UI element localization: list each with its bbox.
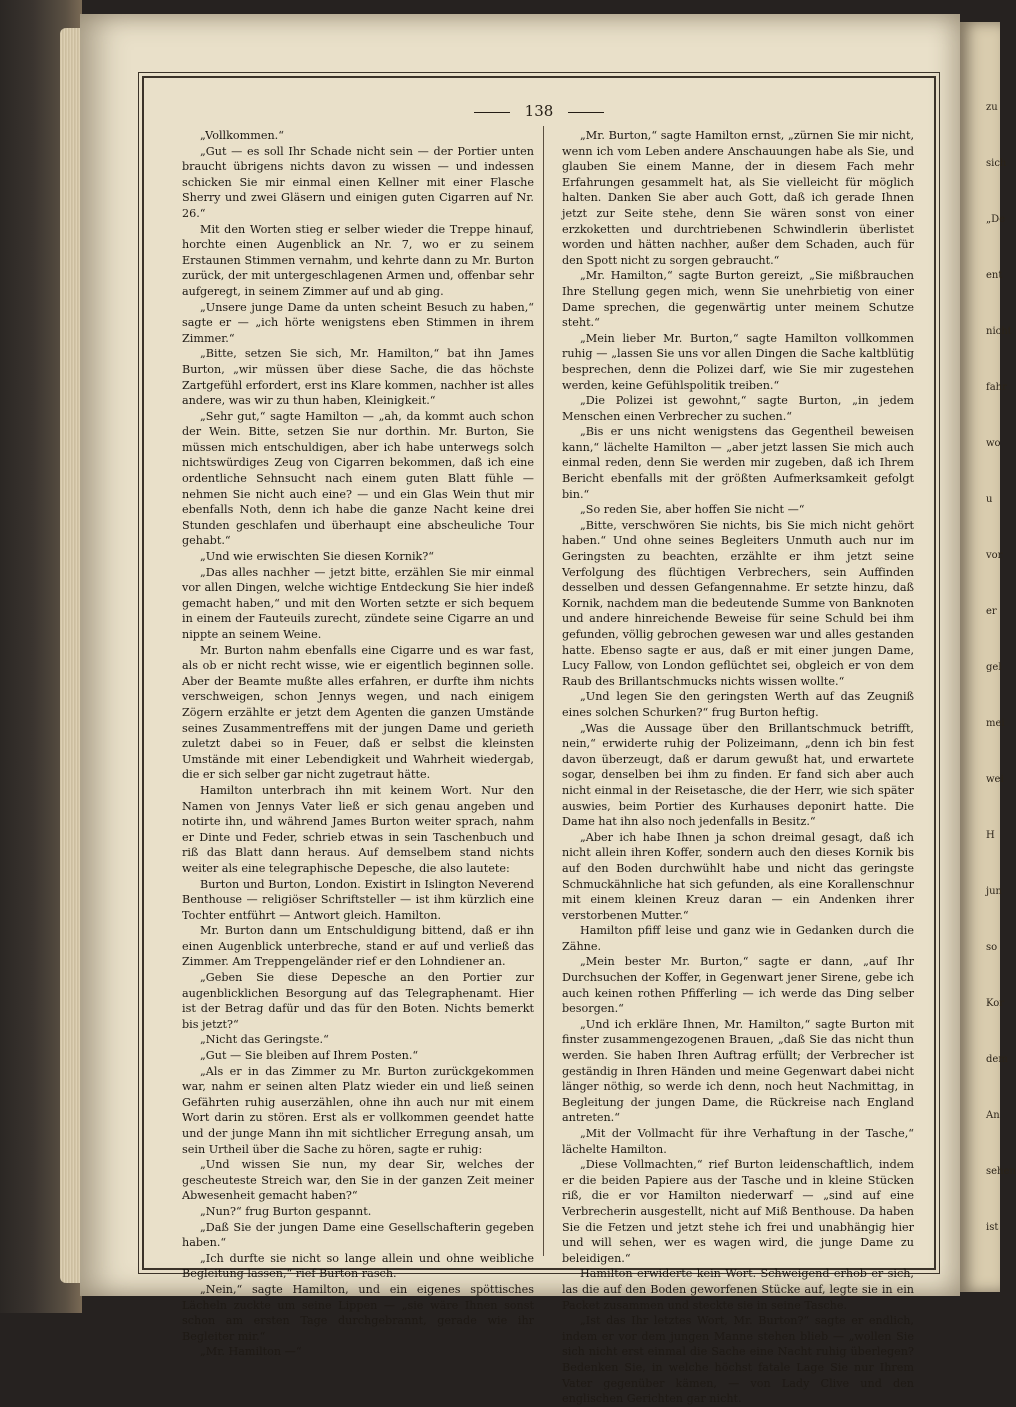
header-rule-right (568, 112, 604, 113)
paragraph: „Als er in das Zimmer zu Mr. Burton zurückgekommen war, nahm er seinen alten Platz wieder ein und ließ seinen Gefährten ruhig auserzählen, ohne ihn auch nur mit einem Wort darin zu stören. Erst als er vollkommen geendet hatte und der junge Mann ihn mit sichtlicher Erregung ansah, um sein Urtheil über die Sache zu hören, sagte er ruhig: (182, 1064, 534, 1156)
paragraph: „Gut — es soll Ihr Schade nicht sein — der Portier unten braucht übrigens nichts davon zu wissen — und indessen schicken Sie mir einmal einen Kellner mit einer Flasche Sherry und zwei Gläsern und einigen guten Cigarren auf Nr. 26.“ (182, 144, 534, 220)
paragraph: „Nicht das Geringste.“ (200, 1033, 329, 1047)
next-page-text-fragment: „De (986, 214, 1006, 225)
next-page-text-fragment: Kor (986, 998, 1005, 1009)
paragraph: „Geben Sie diese Depesche an den Portier zur augenblicklichen Besorgung auf das Telegraphenamt. Hier ist der Betrag dafür und das für den Boten. Nichts bemerkt bis jetzt?“ (182, 971, 534, 1031)
paragraph: „Unsere junge Dame da unten scheint Besuch zu haben,“ sagte er — „ich hörte wenigstens eben Stimmen in ihrem Zimmer.“ (182, 300, 534, 345)
paragraph: Burton und Burton, London. Existirt in Islington Neverend Benthouse — religiöser Schriftsteller — ist ihm kürzlich eine Tochter entführt — Antwort gleich. Hamilton. (182, 877, 534, 922)
next-page-text-fragment: so (986, 942, 998, 953)
paragraph: „Bis er uns nicht wenigstens das Gegentheil beweisen kann,“ lächelte Hamilton — „aber jetzt lassen Sie mich auch einmal reden, denn Sie werden mir zugeben, daß ich Ihrem Bericht ebenfalls mit der größten Aufmerksamkeit gefolgt bin.“ (562, 425, 914, 501)
paragraph: „Vollkommen.“ (200, 129, 284, 142)
paragraph: „Mr. Hamilton,“ sagte Burton gereizt, „Sie mißbrauchen Ihre Stellung gegen mich, wenn Sie unehrbietig von einer Dame sprechen, die gegenwärtig unter meinem Schutze steht.“ (562, 269, 914, 330)
paragraph: Hamilton pfiff leise und ganz wie in Gedanken durch die Zähne. (562, 924, 914, 953)
column-divider (543, 126, 544, 1256)
next-page-text-fragment: er (986, 606, 997, 617)
paragraph: „Diese Vollmachten,“ rief Burton leidenschaftlich, indem er die beiden Papiere aus der Tasche und in kleine Stücken riß, die er vor Hamilton niederwarf — „sind auf eine Verbrecherin ausgestellt, nicht auf Miß Benthouse. Da haben Sie die Fetzen und jetzt stehe ich frei und unabhängig hier und will sehen, wer es wagen wird, die junge Dame zu beleidigen.“ (562, 1158, 914, 1265)
next-page-text-fragment: wo (986, 438, 1001, 449)
next-page-edge (960, 22, 1016, 1292)
page-number: 138 (524, 102, 554, 120)
next-page-text-fragment: gel (986, 662, 1002, 673)
next-page-text-fragment: mei (986, 718, 1005, 729)
paragraph: „Bitte, setzen Sie sich, Mr. Hamilton,“ bat ihn James Burton, „wir müssen über diese Sache, die das höchste Zartgefühl erfordert, erst ins Klare kommen, nachher ist alles andere, was wir zu thun haben, Kleinigkeit.“ (182, 347, 534, 408)
paragraph: „Bitte, verschwören Sie nichts, bis Sie mich nicht gehört haben.“ Und ohne seines Begleiters Unmuth auch nur im Geringsten zu beachten, erzählte er ihm jetzt seine Verfolgung des flüchtigen Verbrechers, sein Auffinden desselben und dessen Gefangennahme. Er setzte hinzu, daß Kornik, nachdem man die bedeutende Summe von Banknoten und andere hinreichende Beweise für seine Schuld bei ihm gefunden, völlig gebrochen gewesen war und alles gestanden hatte. Ebenso sagte er aus, daß er mit einer jungen Dame, Lucy Fallow, von London geflüchtet sei, obgleich er von dem Raub des Brillantschmucks nichts wissen wollte.“ (562, 518, 914, 688)
page-frame (142, 76, 936, 1406)
paragraph: „Und ich erkläre Ihnen, Mr. Hamilton,“ sagte Burton mit finster zusammengezogenen Brauen, „daß Sie das nicht thun werden. Sie haben Ihren Auftrag erfüllt; der Verbrecher ist geständig in Ihren Händen und meine Gegenwart dabei nicht länger nöthig, so werde ich denn, noch heut Nachmittag, in Begleitung der jungen Dame, die Rückreise nach England antreten.“ (562, 1017, 914, 1125)
paragraph: „Nun?“ frug Burton gespannt. (200, 1204, 372, 1218)
paragraph: „Und legen Sie den geringsten Werth auf das Zeugniß eines solchen Schurken?“ frug Burton heftig. (562, 690, 914, 719)
paragraph: „Mein lieber Mr. Burton,“ sagte Hamilton vollkommen ruhig — „lassen Sie uns vor allen Dingen die Sache kaltblütig besprechen, denn die Polizei darf, wie Sie mir zugestehen werden, keine Gefühlspolitik treiben.“ (562, 331, 914, 392)
paragraph: „Was die Aussage über den Brillantschmuck betrifft, nein,“ erwiderte ruhig der Polizeimann, „denn ich bin fest davon überzeugt, daß er darum gewußt hat, und erwartete sogar, denselben bei ihm zu finden. Er fand sich aber auch nicht einmal in der Reisetasche, die der Herr, wie sich später auswies, beim Portier des Kurhauses deponirt hatte. Die Dame hat ihn also noch jedenfalls in Besitz.“ (562, 721, 914, 829)
paragraph: „Mit der Vollmacht für ihre Verhaftung in der Tasche,“ lächelte Hamilton. (562, 1127, 914, 1156)
paragraph: Mr. Burton dann um Entschuldigung bittend, daß er ihn einen Augenblick unterbreche, stand er auf und verließ das Zimmer. Am Treppengeländer rief er den Lohndiener an. (182, 924, 534, 969)
paragraph: Hamilton unterbrach ihn mit keinem Wort. Nur den Namen von Jennys Vater ließ er sich genau angeben und notirte ihn, und während James Burton weiter sprach, nahm er Dinte und Feder, schrieb etwas in sein Taschenbuch und riß das Blatt dann heraus. Auf demselbem stand nichts weiter als eine telegraphische Depesche, die also lautete: (182, 783, 534, 875)
paragraph: „Ich durfte sie nicht so lange allein und ohne weibliche Begleitung lassen,“ rief Burton rasch. (182, 1251, 534, 1281)
next-page-text-fragment: sehen (986, 1166, 1016, 1177)
next-page-text-fragment: vor (986, 550, 1003, 561)
paragraph: „Mr. Burton,“ sagte Hamilton ernst, „zürnen Sie mir nicht, wenn ich vom Leben andere Anschauungen habe als Sie, und glauben Sie einem Manne, der in diesem Fach mehr Erfahrungen gesammelt hat, als Sie vielleicht für möglich halten. Danken Sie aber auch Gott, daß ich gerade Ihnen jetzt zur Seite stehe, denn Sie wären sonst von einer erzkoketten und durchtriebenen Schwindlerin überlistet worden und hätten nachher, außer dem Schaden, auch für den Spott nicht zu sorgen gebraucht.“ (562, 129, 914, 267)
paragraph: „Das alles nachher — jetzt bitte, erzählen Sie mir einmal vor allen Dingen, welche wichtige Entdeckung Sie hier indeß gemacht haben,“ und mit den Worten setzte er sich bequem in einem der Fauteuils zurecht, zündete seine Cigarre an und nippte an seinem Weine. (182, 565, 534, 641)
paragraph: „Aber ich habe Ihnen ja schon dreimal gesagt, daß ich nicht allein ihren Koffer, sondern auch den dieses Kornik bis auf den Boden durchwühlt habe und nicht das geringste Schmuckähnliche hat sich gefunden, als eine Korallenschnur mit einem kleinen Kreuz daran — ein Andenken ihrer verstorbenen Mutter.“ (562, 830, 914, 922)
next-page-text-fragment: nicht (986, 326, 1012, 337)
paragraph: „Und wissen Sie nun, my dear Sir, welches der gescheuteste Streich war, den Sie in der ganzen Zeit meiner Abwesenheit gemacht haben?“ (182, 1158, 534, 1203)
next-page-text-fragment: sich (986, 158, 1007, 169)
left-text-column (182, 128, 534, 1359)
next-page-text-fragment: ist (986, 1222, 999, 1233)
paragraph: Mr. Burton nahm ebenfalls eine Cigarre und es war fast, als ob er nicht recht wisse, wie er eigentlich beginnen solle. Aber der Beamte mußte alles erfahren, er durfte ihm nichts verschweigen, schon Jennys wegen, und nach einigem Zögern erzählte er jetzt dem Agenten die ganzen Umstände seines Zusammentreffens mit der jungen Dame und gerieth zuletzt dabei so in Feuer, daß er selbst die kleinsten Umstände mit einer Lebendigkeit und Wahrheit wiedergab, die er sich selber gar nicht zugetraut hätte. (182, 643, 534, 782)
paragraph: „Und wie erwischten Sie diesen Kornik?“ (200, 550, 435, 564)
next-page-text-fragment: jun (986, 886, 1002, 897)
paragraph: „Mein bester Mr. Burton,“ sagte er dann, „auf Ihr Durchsuchen der Koffer, in Gegenwart jener Sirene, gebe ich auch keinen rothen Pfifferling — ich werde das Ding selber besorgen.“ (562, 955, 914, 1016)
paragraph: „Mr. Hamilton —“ (200, 1345, 302, 1359)
next-page-text-fragment: wei (986, 774, 1004, 785)
page-header (144, 102, 934, 120)
paragraph: „Daß Sie der jungen Dame eine Gesellschafterin gegeben haben.“ (182, 1220, 534, 1250)
right-text-column (562, 128, 914, 1406)
paragraph: „Nein,“ sagte Hamilton, und ein eigenes spöttisches Lächeln zuckte um seine Lippen — „sie wäre Ihnen sonst schon am ersten Tage durchgebrannt, gerade wie ihr Begleiter mir.“ (182, 1282, 534, 1343)
next-page-text-fragment: zu (986, 102, 998, 113)
next-page-text-fragment: ent (986, 270, 1003, 281)
paragraph: Hamilton erwiderte kein Wort. Schweigend erhob er sich, las die auf den Boden geworfenen Stücke auf, legte sie in ein Packet zusammen und steckte sie in seine Tasche. (562, 1267, 914, 1312)
next-page-text-fragment: H (986, 830, 995, 841)
paragraph: „Sehr gut,“ sagte Hamilton — „ah, da kommt auch schon der Wein. Bitte, setzen Sie nur dorthin. Mr. Burton, Sie müssen mich entschuldigen, aber ich habe unterwegs solch nichtswürdiges Zeug von Cigarren bekommen, daß ich eine ordentliche Sehnsucht nach einem guten Blatt fühle — nehmen Sie nicht auch eine? — und ein Glas Wein thut mir ebenfalls Noth, denn ich habe die ganze Nacht keine drei Stunden geschlafen und überhaupt eine abscheuliche Tour gehabt.“ (182, 409, 534, 548)
paragraph: Mit den Worten stieg er selber wieder die Treppe hinauf, horchte einen Augenblick an Nr. 7, wo er zu seinem Erstaunen Stimmen vernahm, und kehrte dann zu Mr. Burton zurück, der mit untergeschlagenen Armen und, offenbar sehr aufgeregt, in seinem Zimmer auf und ab ging. (182, 222, 534, 298)
next-page-text-fragment: An (986, 1110, 1000, 1121)
next-page-text-fragment: fahr (986, 382, 1007, 393)
paragraph: „Gut — Sie bleiben auf Ihrem Posten.“ (200, 1049, 419, 1063)
paragraph: „Die Polizei ist gewohnt,“ sagte Burton, „in jedem Menschen einen Verbrecher zu suchen.“ (562, 394, 914, 423)
next-page-text-fragment: dem (986, 1054, 1008, 1065)
header-rule-left (474, 112, 510, 113)
next-page-text-fragment: u (986, 494, 993, 505)
paragraph: „So reden Sie, aber hoffen Sie nicht —“ (580, 503, 805, 517)
paragraph: „Ist das Ihr letztes Wort, Mr. Burton?“ sagte er endlich, indem er vor dem jungen Manne stehen blieb — „wollen Sie sich nicht erst einmal die Sache eine Nacht ruhig überlegen? Bedenken Sie, in welche höchst fatale Lage Sie nur Ihrem Vater gegenüber kämen, — von Lady Clive und den englischen Gerichten gar nicht. (562, 1314, 914, 1406)
book-page (80, 14, 960, 1406)
